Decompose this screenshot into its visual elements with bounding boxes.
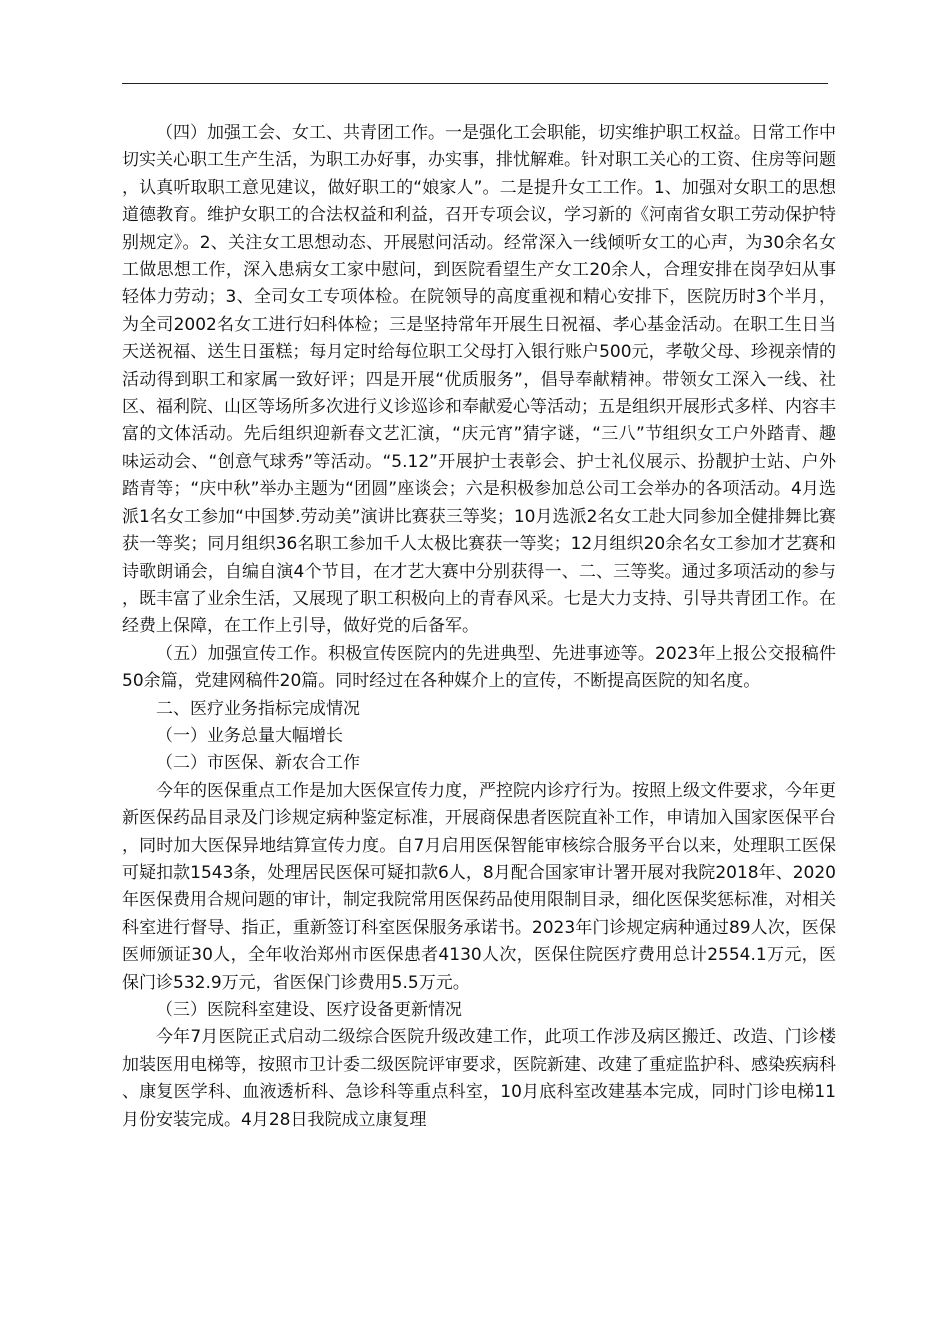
paragraph-publicity: （五）加强宣传工作。积极宣传医院内的先进典型、先进事迹等。2023年上报公交报稿件50余篇，党建网稿件20篇。同时经过在各种媒介上的宣传，不断提高医院的知名度。	[122, 643, 836, 692]
paragraph-medical-insurance: 今年的医保重点工作是加大医保宣传力度，严控院内诊疗行为。按照上级文件要求，今年更新医保药品目录及门诊规定病种鉴定标准，开展商保患者医院直补工作，申请加入国家医保平台，同时加大医保异地结算宣传力度。自7月启用医保智能审核综合服务平台以来，处理职工医保可疑扣款1543条，处理居民医保可疑扣款6人，8月配合国家审计署开展对我院2018年、2020年医保费用合规问题的审计，制定我院常用医保药品使用限制目录，细化医保奖惩标准，对相关科室进行督导、指正，重新签订科室医保服务承诺书。2023年门诊规定病种通过89人次，医保医师颁证30人，全年收治郑州市医保患者4130人次，医保住院医疗费用总计2554.1万元，医保门诊532.9万元，省医保门诊费用5.5万元。	[122, 780, 836, 993]
section-heading-medical-indicators: 二、医疗业务指标完成情况	[156, 698, 360, 719]
subheading-business-volume: （一）业务总量大幅增长	[156, 725, 343, 746]
header-rule	[122, 83, 828, 84]
document-body	[122, 120, 836, 1134]
paragraph-department-construction: 今年7月医院正式启动二级综合医院升级改建工作，此项工作涉及病区搬迁、改造、门诊楼加装医用电梯等，按照市卫计委二级医院评审要求，医院新建、改建了重症监护科、感染疾病科、康复医学科、血液透析科、急诊科等重点科室，10月底科室改建基本完成，同时门诊电梯11月份安装完成。4月28日我院成立康复理	[122, 1027, 836, 1130]
subheading-department-construction: （三）医院科室建设、医疗设备更新情况	[156, 1000, 462, 1020]
subheading-medical-insurance: （二）市医保、新农合工作	[156, 753, 360, 774]
paragraph-union-work: （四）加强工会、女工、共青团工作。一是强化工会职能，切实维护职工权益。日常工作中切实关心职工生产生活，为职工办好事，办实事，排忧解难。针对职工关心的工资、住房等问题，认真听取职工意见建议，做好职工的“娘家人”。二是提升女工工作。1、加强对女职工的思想道德教育。维护女职工的合法权益和利益，召开专项会议，学习新的《河南省女职工劳动保护特别规定》。2、关注女工思想动态、开展慰问活动。经常深入一线倾听女工的心声，为30余名女工做思想工作，深入患病女工家中慰问，到医院看望生产女工20余人，合理安排在岗孕妇从事轻体力劳动；3、全司女工专项体检。在院领导的高度重视和精心安排下，医院历时3个半月，为全司2002名女工进行妇科体检；三是坚持常年开展生日祝福、孝心基金活动。在职工生日当天送祝福、送生日蛋糕；每月定时给每位职工父母打入银行账户500元，孝敬父母、珍视亲情的活动得到职工和家属一致好评；四是开展“优质服务”，倡导奉献精神。带领女工深入一线、社区、福利院、山区等场所多次进行义诊巡诊和奉献爱心等活动；五是组织开展形式多样、内容丰富的文体活动。先后组织迎新春文艺汇演，“庆元宵”猜字谜，“三八”节组织女工户外踏青、趣味运动会、“创意气球秀”等活动。“5.12”开展护士表彰会、护士礼仪展示、扮靓护士站、户外踏青等；“庆中秋”举办主题为“团圆”座谈会；六是积极参加总公司工会举办的各项活动。4月选派1名女工参加“中国梦.劳动美”演讲比赛获三等奖；10月选派2名女工赴大同参加全健排舞比赛获一等奖；同月组织36名职工参加千人太极比赛获一等奖；12月组织20余名女工参加才艺赛和诗歌朗诵会，自编自演4个节目，在才艺大赛中分别获得一、二、三等奖。通过多项活动的参与，既丰富了业余生活，又展现了职工积极向上的青春风采。七是大力支持、引导共青团工作。在经费上保障，在工作上引导，做好党的后备军。	[122, 123, 836, 637]
